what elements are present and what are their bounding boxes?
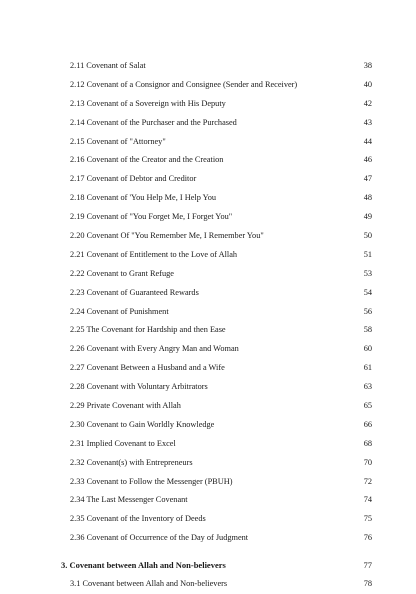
toc-entry-2-13	[0, 95, 416, 114]
toc-entry-2-19	[0, 208, 416, 227]
toc-entry-title: 2.21 Covenant of Entitlement to the Love of Allah	[70, 249, 238, 259]
toc-entry-title: 2.36 Covenant of Occurrence of the Day of Judgment	[70, 533, 249, 543]
toc-entry-page: 40	[363, 79, 372, 89]
toc-entry-page: 58	[363, 325, 372, 335]
toc-entry-2-31	[0, 435, 416, 454]
toc-entry-title: 2.34 The Last Messenger Covenant	[70, 495, 188, 505]
section-heading-title: 3. Covenant between Allah and Non-believers	[61, 560, 226, 571]
toc-entry-title: 2.18 Covenant of 'You Help Me, I Help You	[70, 193, 217, 203]
section-spacer	[0, 548, 416, 556]
toc-entry-title: 2.16 Covenant of the Creator and the Creation	[70, 155, 224, 165]
toc-entry-page: 65	[363, 401, 372, 411]
toc-entry-page: 70	[363, 457, 372, 467]
toc-entry-title: 2.22 Covenant to Grant Refuge	[70, 268, 174, 278]
toc-entry-page: 56	[363, 306, 372, 316]
toc-entry-page: 50	[363, 231, 372, 241]
toc-entry-3-1	[0, 575, 416, 594]
section-heading-page: 77	[363, 560, 372, 571]
toc-entry-title: 2.27 Covenant Between a Husband and a Wife	[70, 363, 225, 373]
toc-entry-page: 76	[363, 533, 372, 543]
table-of-contents	[0, 57, 416, 594]
toc-entry-title: 2.33 Covenant to Follow the Messenger (PBUH)	[70, 476, 233, 486]
toc-entry-title: 2.17 Covenant of Debtor and Creditor	[70, 174, 197, 184]
toc-entry-page: 44	[363, 136, 372, 146]
toc-entry-2-29	[0, 397, 416, 416]
toc-entry-page: 78	[363, 579, 372, 589]
toc-entry-page: 51	[363, 249, 372, 259]
toc-entry-title: 2.12 Covenant of a Consignor and Consignee (Sender and Receiver)	[70, 79, 298, 89]
toc-entry-2-15	[0, 133, 416, 152]
toc-entry-page: 68	[363, 438, 372, 448]
toc-entry-2-16	[0, 151, 416, 170]
toc-section-3	[0, 556, 416, 594]
toc-entry-title: 2.29 Private Covenant with Allah	[70, 401, 181, 411]
toc-entry-title: 2.14 Covenant of the Purchaser and the Purchased	[70, 117, 237, 127]
toc-entry-2-34	[0, 491, 416, 510]
toc-entry-title: 2.24 Covenant of Punishment	[70, 306, 169, 316]
toc-entry-2-12	[0, 76, 416, 95]
toc-entry-page: 66	[363, 419, 372, 429]
toc-entry-2-22	[0, 265, 416, 284]
toc-entry-2-25	[0, 321, 416, 340]
toc-entry-page: 72	[363, 476, 372, 486]
toc-entry-2-32	[0, 454, 416, 473]
toc-entry-page: 48	[363, 193, 372, 203]
toc-entry-2-11	[0, 57, 416, 76]
toc-entry-title: 2.30 Covenant to Gain Worldly Knowledge	[70, 419, 215, 429]
toc-entry-page: 53	[363, 268, 372, 278]
toc-entry-title: 2.26 Covenant with Every Angry Man and Woman	[70, 344, 239, 354]
toc-section-2-list	[0, 57, 416, 548]
toc-entry-page: 46	[363, 155, 372, 165]
toc-entry-page: 74	[363, 495, 372, 505]
toc-entry-title: 2.19 Covenant of "You Forget Me, I Forget You"	[70, 212, 233, 222]
toc-entry-page: 63	[363, 382, 372, 392]
toc-entry-title: 2.31 Implied Covenant to Excel	[70, 438, 176, 448]
toc-entry-2-23	[0, 284, 416, 303]
toc-entry-title: 2.23 Covenant of Guaranteed Rewards	[70, 287, 199, 297]
toc-entry-2-18	[0, 189, 416, 208]
toc-entry-2-14	[0, 114, 416, 133]
toc-entry-title: 2.35 Covenant of the Inventory of Deeds	[70, 514, 206, 524]
toc-entry-page: 49	[363, 212, 372, 222]
toc-entry-page: 75	[363, 514, 372, 524]
toc-entry-title: 2.20 Covenant Of "You Remember Me, I Remember You"	[70, 231, 264, 241]
toc-entry-page: 54	[363, 287, 372, 297]
toc-entry-2-33	[0, 473, 416, 492]
toc-entry-2-26	[0, 340, 416, 359]
toc-entry-page: 42	[363, 98, 372, 108]
toc-entry-title: 2.15 Covenant of "Attorney"	[70, 136, 166, 146]
toc-entry-title: 2.32 Covenant(s) with Entrepreneurs	[70, 457, 193, 467]
toc-entry-title: 2.25 The Covenant for Hardship and then Ease	[70, 325, 226, 335]
toc-entry-2-27	[0, 359, 416, 378]
toc-entry-page: 61	[363, 363, 372, 373]
toc-entry-page: 60	[363, 344, 372, 354]
toc-entry-title: 3.1 Covenant between Allah and Non-believers	[70, 579, 228, 589]
toc-entry-title: 2.11 Covenant of Salat	[70, 61, 146, 70]
toc-entry-2-24	[0, 303, 416, 322]
toc-entry-title: 2.28 Covenant with Voluntary Arbitrators	[70, 382, 208, 392]
toc-entry-2-35	[0, 510, 416, 529]
toc-entry-2-17	[0, 170, 416, 189]
toc-entry-2-30	[0, 416, 416, 435]
toc-entry-2-20	[0, 227, 416, 246]
toc-entry-2-28	[0, 378, 416, 397]
toc-entry-page: 38	[363, 61, 372, 70]
toc-entry-title: 2.13 Covenant of a Sovereign with His Deputy	[70, 98, 226, 108]
toc-entry-2-21	[0, 246, 416, 265]
toc-entry-page: 47	[363, 174, 372, 184]
toc-entry-2-36	[0, 529, 416, 548]
toc-entry-page: 43	[363, 117, 372, 127]
toc-section-heading-3	[0, 556, 416, 575]
